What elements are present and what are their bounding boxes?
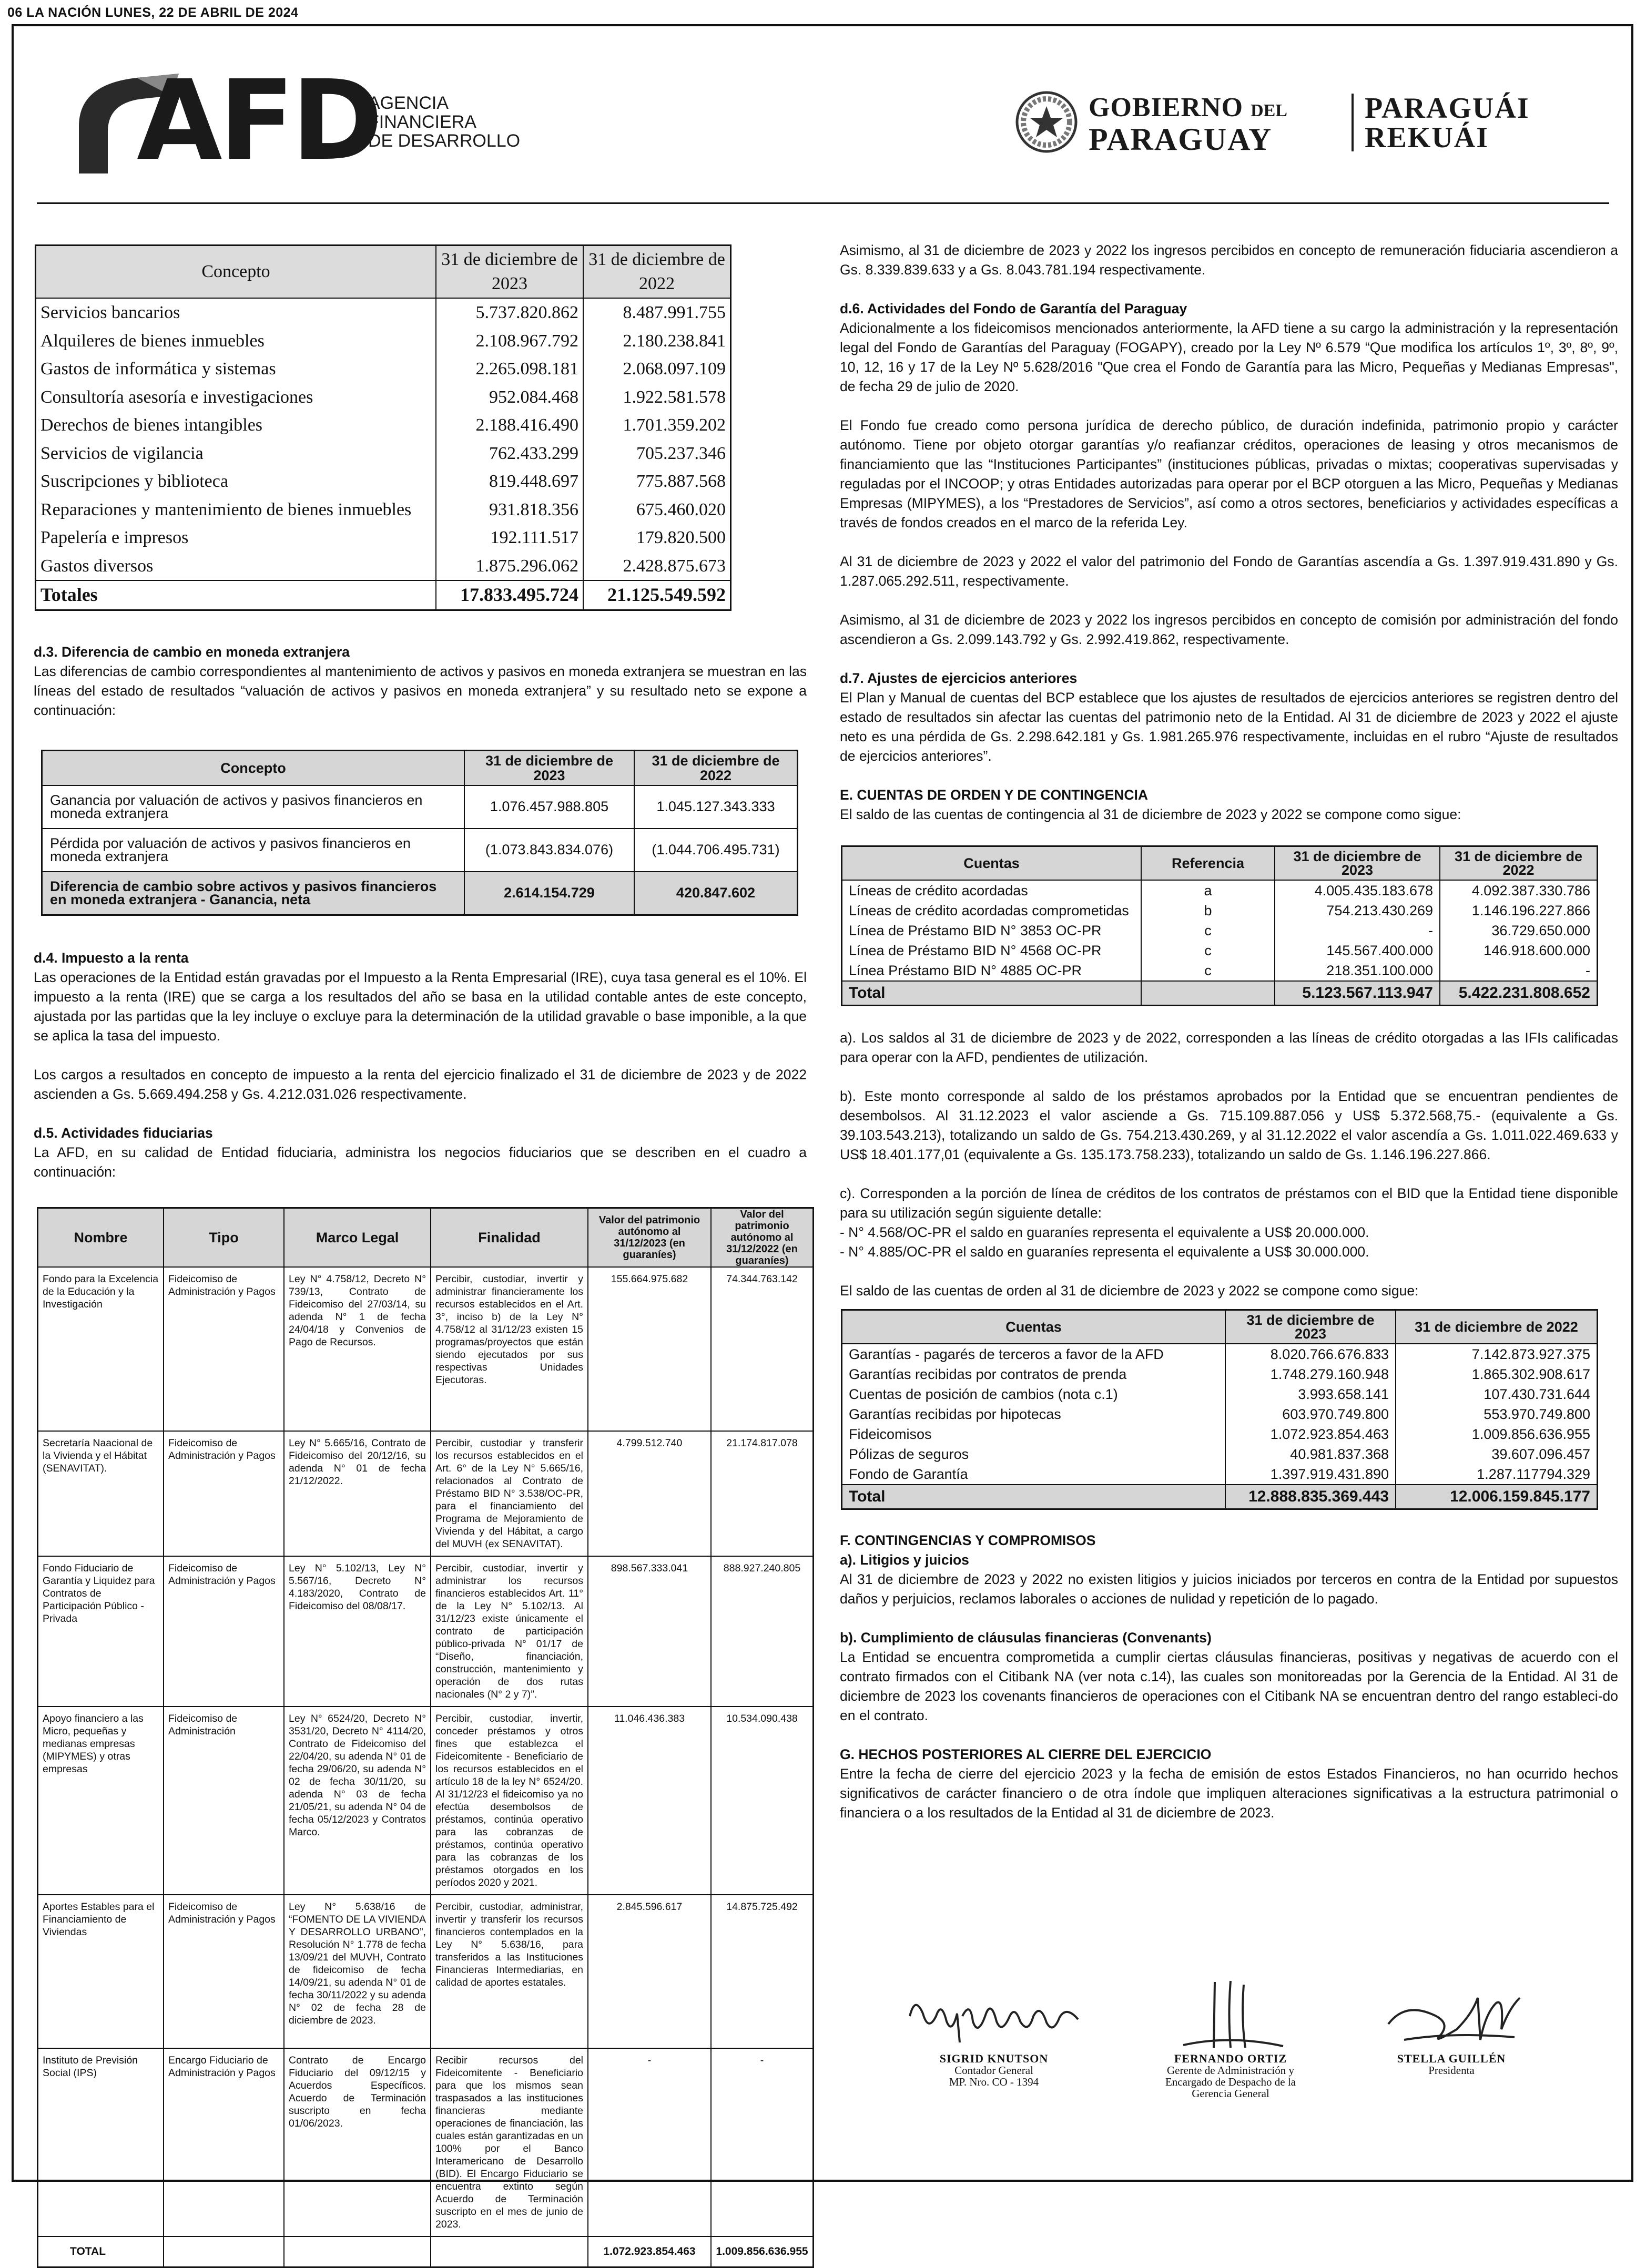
cell: 4.092.387.330.786 <box>1440 880 1598 901</box>
section-title: F. CONTINGENCIAS Y COMPROMISOS <box>840 1533 1096 1548</box>
paragraph: Entre la fecha de cierre del ejercicio 2023 y la fecha de emisión de estos Estados Financieros, no han ocurrido hechos significativos de carácter financiero o de otra índole que impliquen alteraciones significativas a la estructura patrimonial o financiera o a los resultados de la Entidad al 31 de diciembre de 2023. <box>840 1766 1618 1821</box>
cell <box>1141 981 1275 1006</box>
cell: Total <box>842 981 1142 1006</box>
cell: 39.607.096.457 <box>1396 1444 1598 1464</box>
cell: 1.146.196.227.866 <box>1440 901 1598 921</box>
cell: c <box>1141 941 1275 961</box>
cell: 74.344.763.142 <box>711 1267 814 1431</box>
signer-role: MP. Nro. CO - 1394 <box>949 2076 1039 2088</box>
cell: Derechos de bienes intangibles <box>36 411 436 440</box>
table-row <box>36 298 731 327</box>
diferencia-cambio-table <box>41 750 798 916</box>
cell: Pérdida por valuación de activos y pasivos financieros en moneda extranjera <box>42 829 465 872</box>
cell: 1.701.359.202 <box>583 411 731 440</box>
gastos-header-2022: 31 de diciembre de 2022 <box>583 246 731 299</box>
cell: 146.918.600.000 <box>1440 941 1598 961</box>
cell: 553.970.749.800 <box>1396 1404 1598 1424</box>
cell: 2.108.967.792 <box>436 327 583 355</box>
header-cell: Valor del patrimonio autónomo al 31/12/2022 (en guaraníes) <box>711 1208 814 1267</box>
section-title: d.3. Diferencia de cambio en moneda extranjera <box>34 643 350 660</box>
cell: 21.125.549.592 <box>583 580 731 610</box>
cell: 40.981.837.368 <box>1225 1444 1396 1464</box>
cell: Percibir, custodiar, invertir y administrar los recursos financieros establecidos Art. 11° de la Ley N° 5.102/13. Al 31/12/23 existe únicamente el contrato de participación público-privada N° 01/17 de “Diseño, financiación, construcción, mantenimiento y operación de dos rutas nacionales (N° 2 y 7)”. <box>431 1556 588 1707</box>
paragraph: La Entidad se encuentra comprometida a cumplir ciertas cláusulas financieras, positivas y negativas de acuerdo con el contrato firmados con el Citibank NA (ver nota c.14), las cuales son monitoreadas por la Gerencia de la Entidad. Al 31 de diciembre de 2023 los covenants financieros de operaciones con el Citibank NA se encuentran dentro del rango estableci-do en el contrato. <box>840 1649 1618 1723</box>
cell: 10.534.090.438 <box>711 1707 814 1895</box>
table-row <box>842 1444 1598 1464</box>
fideicomisos-table <box>37 1207 814 2268</box>
cell: 1.922.581.578 <box>583 383 731 412</box>
cell: 36.729.650.000 <box>1440 921 1598 941</box>
cell: 819.448.697 <box>436 467 583 496</box>
cell: 2.845.596.617 <box>588 1895 711 2048</box>
table-row <box>842 1344 1598 1364</box>
cell: - <box>1275 921 1440 941</box>
gobierno-word: GOBIERNO <box>1089 93 1244 122</box>
cell: Recibir recursos del Fideicomitente - Beneficiario para que los mismos sean traspasados a las instituciones financieras mediante operaciones de financiación, las cuales están garantizadas en un 100% por el Banco Interamericano de Desarrollo (BID). El Encargo Fiduciario se encuentra extinto según Acuerdo de Terminación suscripto en el mes de junio de 2023. <box>431 2048 588 2236</box>
header-cell: Concepto <box>42 750 465 785</box>
table-row <box>842 1424 1598 1444</box>
cell: 1.748.279.160.948 <box>1225 1364 1396 1384</box>
section-title: d.5. Actividades fiduciarias <box>34 1125 213 1141</box>
cell: 7.142.873.927.375 <box>1396 1344 1598 1364</box>
subsection-title: b). Cumplimiento de cláusulas financieras (Convenants) <box>840 1630 1212 1646</box>
paragraph: Los cargos a resultados en concepto de impuesto a la renta del ejercicio finalizado el 31 de diciembre de 2023 y de 2022 ascienden a Gs. 5.669.494.258 y Gs. 4.212.031.026 respectivamente. <box>34 1066 807 1102</box>
paragraph: - N° 4.568/OC-PR el saldo en guaraníes representa el equivalente a US$ 20.000.000. <box>840 1224 1369 1240</box>
table-total-row <box>42 872 798 915</box>
cell: Garantías - pagarés de terceros a favor de la AFD <box>842 1344 1226 1364</box>
table-row <box>42 785 798 829</box>
table-row <box>36 524 731 552</box>
header-cell: 31 de diciembre de 2022 <box>1440 846 1598 881</box>
cell: 8.020.766.676.833 <box>1225 1344 1396 1364</box>
cell: Ley N° 5.665/16, Contrato de Fideicomiso del 20/12/16, su adenda N° 01 de fecha 21/12/2022. <box>284 1431 431 1556</box>
afd-name-line1: AGENCIA <box>368 93 449 113</box>
cell: TOTAL <box>38 2236 164 2267</box>
table-row <box>36 383 731 412</box>
table-total-row <box>38 2236 814 2267</box>
handwritten-signature-icon <box>1152 1977 1309 2053</box>
section-title: d.4. Impuesto a la renta <box>34 949 189 966</box>
table-row <box>842 941 1598 961</box>
cell: Fondo para la Excelencia de la Educación y la Investigación <box>38 1267 164 1431</box>
cell: Contrato de Encargo Fiduciario del 09/12/15 y Acuerdos Específicos. Acuerdo de Terminación suscripto en fecha 01/06/2023. <box>284 2048 431 2236</box>
paragraph: Al 31 de diciembre de 2023 y 2022 el valor del patrimonio del Fondo de Garantías ascendía a Gs. 1.397.919.431.890 y Gs. 1.287.065.292.511, respectivamente. <box>840 554 1618 589</box>
newspaper-header: 06 LA NACIÓN LUNES, 22 DE ABRIL DE 2024 <box>7 5 299 20</box>
cell: 603.970.749.800 <box>1225 1404 1396 1424</box>
afd-name-line3: DE DESARROLLO <box>368 131 521 151</box>
table-total-row <box>36 580 731 610</box>
afd-name-line2: FINANCIERA <box>368 112 476 132</box>
cell: Gastos de informática y sistemas <box>36 355 436 383</box>
table-row <box>36 496 731 524</box>
cell <box>284 2236 431 2267</box>
cell: 4.005.435.183.678 <box>1275 880 1440 901</box>
paragraph: b). Este monto corresponde al saldo de los préstamos aprobados por la Entidad que se encuentran pendientes de desembolsos. Al 31.12.2023 el valor asciende a Gs. 715.109.887.056 y US$ 5.372.568,75.- (equivalente a Gs. 39.103.543.213), totalizando un saldo de Gs. 754.213.430.269, y al 31.12.2022 el valor ascendía a Gs. 1.011.022.469.633 y US$ 18.401.177,01 (equivalente a Gs. 135.173.758.233), totalizando un saldo de Gs. 1.146.196.227.866. <box>840 1088 1618 1162</box>
cell: 2.614.154.729 <box>464 872 634 915</box>
header-cell: 31 de diciembre de 2022 <box>1396 1310 1598 1344</box>
paragraph: Las diferencias de cambio correspondientes al mantenimiento de activos y pasivos en moneda extranjera se muestran en las líneas del estado de resultados “valuación de activos y pasivos en moneda extranjera” y su resultado neto se expone a continuación: <box>34 663 807 718</box>
cell: Percibir, custodiar, invertir y administrar financieramente los recursos establecidos en el Art. 3°, inciso b) de la Ley N° 4.758/12 al 31/12/23 existen 15 programas/proyectos que están siendo ejecutados por sus respectivas Unidades Ejecutoras. <box>431 1267 588 1431</box>
cell: Reparaciones y mantenimiento de bienes inmuebles <box>36 496 436 524</box>
paragraph: c). Corresponden a la porción de línea de créditos de los contratos de préstamos con el BID que la Entidad tiene disponible para su utilización según siguiente detalle: <box>840 1186 1618 1221</box>
afd-logo <box>58 56 521 185</box>
cell: 1.009.856.636.955 <box>1396 1424 1598 1444</box>
cell: 952.084.468 <box>436 383 583 412</box>
gobierno-logo <box>1015 89 1593 158</box>
cell: Fondo Fiduciario de Garantía y Liquidez para Contratos de Participación Público - Privada <box>38 1556 164 1707</box>
cell: - <box>711 2048 814 2236</box>
cell: 1.076.457.988.805 <box>464 785 634 829</box>
cell: 21.174.817.078 <box>711 1431 814 1556</box>
table-row <box>842 1404 1598 1424</box>
cell: 17.833.495.724 <box>436 580 583 610</box>
signature-block <box>894 1985 1094 2088</box>
header-rule <box>37 202 1609 204</box>
signer-name: STELLA GUILLÉN <box>1397 2052 1506 2065</box>
cell: 218.351.100.000 <box>1275 961 1440 981</box>
table-row <box>36 552 731 581</box>
cell: Garantías recibidas por contratos de prenda <box>842 1364 1226 1384</box>
cell: 107.430.731.644 <box>1396 1384 1598 1404</box>
table-row <box>36 355 731 383</box>
cell: Ley N° 5.638/16 de “FOMENTO DE LA VIVIENDA Y DESARROLLO URBANO”, Resolución N° 1.778 de fecha 13/09/21 del MUVH, Contrato de fideicomiso de fecha 14/09/21, su adenda N° 01 de fecha 30/11/2022 y su adenda N° 02 de fecha 28 de diciembre de 2023. <box>284 1895 431 2048</box>
cell: 898.567.333.041 <box>588 1556 711 1707</box>
cell: 675.460.020 <box>583 496 731 524</box>
section-title: G. HECHOS POSTERIORES AL CIERRE DEL EJERCICIO <box>840 1746 1212 1762</box>
cell: Fideicomiso de Administración y Pagos <box>164 1267 284 1431</box>
paragraph: El saldo de las cuentas de orden al 31 de diciembre de 2023 y 2022 se compone como sigue: <box>840 1283 1419 1299</box>
cell: Diferencia de cambio sobre activos y pasivos financieros en moneda extranjera - Ganancia, neta <box>42 872 465 915</box>
cell: 762.433.299 <box>436 440 583 468</box>
paragraph: a). Los saldos al 31 de diciembre de 2023 y de 2022, corresponden a las líneas de crédito otorgadas a las IFIs calificadas para operar con la AFD, pendientes de utilización. <box>840 1030 1618 1065</box>
gobierno-text <box>1089 93 1287 157</box>
signer-role: Gerencia General <box>1192 2087 1269 2100</box>
table-row <box>36 411 731 440</box>
header-cell: Finalidad <box>431 1208 588 1267</box>
paragraph: Las operaciones de la Entidad están gravadas por el Impuesto a la Renta Empresarial (IRE), cuya tasa general es el 10%. El impuesto a la renta (IRE) que se carga a los resultados del año se basa en la utilidad contable antes de este concepto, ajustada por las partidas que la ley incluye o excluye para la determinación de la utilidad gravable o base imponible, a la que se aplica la tasa del impuesto. <box>34 969 807 1044</box>
table-row <box>842 880 1598 901</box>
cell: Fideicomiso de Administración y Pagos <box>164 1556 284 1707</box>
cell: 705.237.346 <box>583 440 731 468</box>
cell: (1.073.843.834.076) <box>464 829 634 872</box>
cell: Fondo de Garantía <box>842 1464 1226 1485</box>
paragraph: La AFD, en su calidad de Entidad fiduciaria, administra los negocios fiduciarios que se describen en el cuadro a continuación: <box>34 1144 807 1180</box>
cell: Línea de Préstamo BID N° 4568 OC-PR <box>842 941 1142 961</box>
cell: 8.487.991.755 <box>583 298 731 327</box>
cell: Líneas de crédito acordadas <box>842 880 1142 901</box>
signer-name: SIGRID KNUTSON <box>939 2052 1049 2065</box>
cell: Totales <box>36 580 436 610</box>
section-title: d.6. Actividades del Fondo de Garantía del Paraguay <box>840 301 1187 316</box>
cell: 12.006.159.845.177 <box>1396 1485 1598 1509</box>
paragraph: Adicionalmente a los fideicomisos mencionados anteriormente, la AFD tiene a su cargo la administración y la representación legal del Fondo de Garantías del Paraguay (FOGAPY), creado por la Ley Nº 6.579 “Que modifica los artículos 1º, 3º, 8º, 9º, 10, 12, 16 y 17 de la Ley Nº 5.628/2016 "Que crea el Fondo de Garantía para las Micro, Pequeñas y Medianas Empresas", de fecha 29 de julio de 2020. <box>840 320 1618 394</box>
cell: Líneas de crédito acordadas comprometidas <box>842 901 1142 921</box>
del-word: DEL <box>1251 101 1287 120</box>
gastos-header-concepto: Concepto <box>36 246 436 299</box>
table-row <box>36 440 731 468</box>
header-cell: Marco Legal <box>284 1208 431 1267</box>
table-row <box>842 961 1598 981</box>
table-total-row <box>842 981 1598 1006</box>
table-row <box>38 1267 814 1431</box>
cell: 2.265.098.181 <box>436 355 583 383</box>
signer-name: FERNANDO ORTIZ <box>1174 2052 1287 2065</box>
paraguay-word: PARAGUAY <box>1089 122 1273 157</box>
table-row <box>38 2048 814 2236</box>
cell: 1.009.856.636.955 <box>711 2236 814 2267</box>
cell: Línea de Préstamo BID N° 3853 OC-PR <box>842 921 1142 941</box>
header-cell: Tipo <box>164 1208 284 1267</box>
cell: 11.046.436.383 <box>588 1707 711 1895</box>
table-row <box>36 327 731 355</box>
table-row <box>842 1464 1598 1485</box>
paragraph: Asimismo, al 31 de diciembre de 2023 y 2022 los ingresos percibidos en concepto de comisión por administración del fondo ascendieron a Gs. 2.099.143.792 y Gs. 2.992.419.862, respectivamente. <box>840 612 1618 647</box>
cell: Percibir, custodiar y transferir los recursos establecidos en el Art. 6° de la Ley N° 5.665/16, relacionados al Contrato de Préstamo BID N° 3.538/OC-PR, para el financiamiento del Programa de Mejoramiento de Vivienda y del Hábitat, a cargo del MUVH (ex SENAVITAT). <box>431 1431 588 1556</box>
paragraph: El saldo de las cuentas de contingencia al 31 de diciembre de 2023 y 2022 se compone como sigue: <box>840 806 1461 822</box>
cell <box>431 2236 588 2267</box>
afd-letters: AFD <box>137 56 380 185</box>
cell: 420.847.602 <box>634 872 798 915</box>
header-cell: 31 de diciembre de 2023 <box>1225 1310 1396 1344</box>
cell: Ganancia por valuación de activos y pasivos financieros en moneda extranjera <box>42 785 465 829</box>
cell: 775.887.568 <box>583 467 731 496</box>
cell: 1.875.296.062 <box>436 552 583 581</box>
cell <box>164 2236 284 2267</box>
signer-role: Gerente de Administración y <box>1166 2064 1294 2077</box>
cell: Ley N° 4.758/12, Decreto N° 739/13, Contrato de Fideicomiso del 27/03/14, su adenda N° 1 de fecha 24/04/18 y Convenios de Pago de Recursos. <box>284 1267 431 1431</box>
cell: b <box>1141 901 1275 921</box>
table-row <box>38 1895 814 2048</box>
cell: Apoyo financiero a las Micro, pequeñas y medianas empresas (MIPYMES) y otras empresas <box>38 1707 164 1895</box>
section-title: d.7. Ajustes de ejercicios anteriores <box>840 670 1078 686</box>
cell: Secretaría Naacional de la Vivienda y el Hábitat (SENAVITAT). <box>38 1431 164 1556</box>
cell: Suscripciones y biblioteca <box>36 467 436 496</box>
header-cell: 31 de diciembre de 2023 <box>464 750 634 785</box>
cell: 2.188.416.490 <box>436 411 583 440</box>
cell: 5.737.820.862 <box>436 298 583 327</box>
cell: Fideicomisos <box>842 1424 1226 1444</box>
cell: Cuentas de posición de cambios (nota c.1) <box>842 1384 1226 1404</box>
cell: (1.044.706.495.731) <box>634 829 798 872</box>
right-column <box>840 241 1618 1823</box>
subsection-title: a). Litigios y juicios <box>840 1552 969 1568</box>
table-row <box>842 921 1598 941</box>
paragraph: - N° 4.885/OC-PR el saldo en guaraníes representa el equivalente a US$ 30.000.000. <box>840 1244 1369 1260</box>
cell: c <box>1141 921 1275 941</box>
cell: 1.045.127.343.333 <box>634 785 798 829</box>
paraguai-word: PARAGUÁI <box>1365 92 1530 125</box>
cell: Percibir, custodiar, administrar, invertir y transferir los recursos financieros contemplados en la Ley N° 5.638/16, para transferidos a las Instituciones Financieras Intermediarias, en calidad de aportes estatales. <box>431 1895 588 2048</box>
cell: Consultoría asesoría e investigaciones <box>36 383 436 412</box>
paragraph: El Fondo fue creado como persona jurídica de derecho público, de duración indefinida, patrimonio propio y carácter autónomo. Tiene por objeto otorgar garantías y/o reafianzar créditos, operaciones de leasing y otros mecanismos de financiamiento que las “Instituciones Participantes” (instituciones públicas, privadas o mixtas; cooperativas supervisadas y reguladas por el INCOOP; y otras Entidades autorizadas para operar por el BCP otorguen a las Micro, Pequeñas y Medianas Empresas (MIPYMES), a los “Prestadores de Servicios”, así como a otros sectores, beneficiarios y actividades específicas a través de fondos creados en el marco de la referida Ley. <box>840 417 1618 530</box>
cell: 931.818.356 <box>436 496 583 524</box>
header-cell: Nombre <box>38 1208 164 1267</box>
header-cell: Referencia <box>1141 846 1275 881</box>
cell: Instituto de Previsión Social (IPS) <box>38 2048 164 2236</box>
cell: 4.799.512.740 <box>588 1431 711 1556</box>
signer-role: Presidenta <box>1428 2064 1475 2077</box>
cell: 5.422.231.808.652 <box>1440 981 1598 1006</box>
cell: 179.820.500 <box>583 524 731 552</box>
handwritten-signature-icon <box>899 1985 1089 2053</box>
cell: 1.072.923.854.463 <box>588 2236 711 2267</box>
signature-block <box>1367 1982 1536 2076</box>
cell: Servicios bancarios <box>36 298 436 327</box>
contingencia-table <box>841 845 1598 1006</box>
paraguai-rekuai <box>1365 94 1530 152</box>
table-row <box>38 1707 814 1895</box>
cell: 192.111.517 <box>436 524 583 552</box>
paragraph: Al 31 de diciembre de 2023 y 2022 no existen litigios y juicios iniciados por terceros en contra de la Entidad por supuestos daños y perjuicios, reclamos laborales o acciones de nulidad y repetición de lo pagado. <box>840 1571 1618 1607</box>
handwritten-signature-icon <box>1373 1982 1530 2053</box>
table-row <box>42 829 798 872</box>
cell: Garantías recibidas por hipotecas <box>842 1404 1226 1424</box>
table-total-row <box>842 1485 1598 1509</box>
table-row <box>38 1431 814 1556</box>
cell: 1.072.923.854.463 <box>1225 1424 1396 1444</box>
table-row <box>842 1364 1598 1384</box>
cell: 1.865.302.908.617 <box>1396 1364 1598 1384</box>
signature-block <box>1120 1977 1341 2099</box>
cell: Fideicomiso de Administración y Pagos <box>164 1431 284 1556</box>
cell: 155.664.975.682 <box>588 1267 711 1431</box>
cell: Percibir, custodiar, invertir, conceder préstamos y otros fines que establezca el Fideicomitente - Beneficiario de los recursos establecidos en el artículo 18 de la ley N° 6524/20. Al 31/12/23 el fideicomiso ya no efectúa desembolsos de préstamos, continúa operativo para las cobranzas de préstamos, continúa operativo para las cobranzas de los préstamos otorgados en los períodos 2020 y 2021. <box>431 1707 588 1895</box>
cell: Encargo Fiduciario de Administración y Pagos <box>164 2048 284 2236</box>
header-cell: Cuentas <box>842 1310 1226 1344</box>
gastos-header-2023: 31 de diciembre de 2023 <box>436 246 583 299</box>
cell: 754.213.430.269 <box>1275 901 1440 921</box>
signer-role: Encargado de Despacho de la <box>1165 2076 1296 2088</box>
rekuai-word: REKUÁI <box>1365 121 1489 154</box>
afd-name <box>368 94 520 150</box>
cell: Ley N° 6524/20, Decreto N° 3531/20, Decreto N° 4114/20, Contrato de Fideicomiso del 22/04/20, su adenda N° 01 de fecha 29/06/20, su adenda N° 02 de fecha 30/11/20, su adenda N° 03 de fecha 21/05/21, su adenda N° 04 de fecha 05/12/2023 y Contratos Marco. <box>284 1707 431 1895</box>
section-title: E. CUENTAS DE ORDEN Y DE CONTINGENCIA <box>840 787 1149 803</box>
cell: Aportes Estables para el Financiamiento de Viviendas <box>38 1895 164 2048</box>
cell: - <box>588 2048 711 2236</box>
header-cell: Cuentas <box>842 846 1142 881</box>
signer-role: Contador General <box>954 2064 1033 2077</box>
cuentas-orden-table <box>841 1309 1598 1510</box>
paragraph: Asimismo, al 31 de diciembre de 2023 y 2022 los ingresos percibidos en concepto de remuneración fiduciaria ascendieron a Gs. 8.339.839.633 y a Gs. 8.043.781.194 respectivamente. <box>840 242 1618 278</box>
cell: Papelería e impresos <box>36 524 436 552</box>
cell: c <box>1141 961 1275 981</box>
cell: 12.888.835.369.443 <box>1225 1485 1396 1509</box>
cell: Servicios de vigilancia <box>36 440 436 468</box>
header-cell: 31 de diciembre de 2023 <box>1275 846 1440 881</box>
paragraph: El Plan y Manual de cuentas del BCP establece que los ajustes de resultados de ejercicios anteriores se registren dentro del estado de resultados sin afectar las cuentas del patrimonio neto de la Entidad. Al 31 de diciembre de 2023 y 2022 el ajuste neto es una pérdida de Gs. 2.298.642.181 y Gs. 1.981.265.976 respectivamente, incluidas en el rubro “Ajuste de resultados de ejercicios anteriores”. <box>840 690 1618 764</box>
cell: 3.993.658.141 <box>1225 1384 1396 1404</box>
table-row <box>36 467 731 496</box>
cell: 2.428.875.673 <box>583 552 731 581</box>
cell: Alquileres de bienes inmuebles <box>36 327 436 355</box>
cell: 2.180.238.841 <box>583 327 731 355</box>
cell: Gastos diversos <box>36 552 436 581</box>
cell: Línea Préstamo BID N° 4885 OC-PR <box>842 961 1142 981</box>
table-row <box>38 1556 814 1707</box>
cell: a <box>1141 880 1275 901</box>
table-row <box>842 901 1598 921</box>
header-cell: Valor del patrimonio autónomo al 31/12/2023 (en guaraníes) <box>588 1208 711 1267</box>
cell: 888.927.240.805 <box>711 1556 814 1707</box>
left-column <box>34 244 807 2268</box>
gastos-table <box>35 244 731 611</box>
cell: 5.123.567.113.947 <box>1275 981 1440 1006</box>
cell: 2.068.097.109 <box>583 355 731 383</box>
cell: Pólizas de seguros <box>842 1444 1226 1464</box>
cell: 145.567.400.000 <box>1275 941 1440 961</box>
header-cell: 31 de diciembre de 2022 <box>634 750 798 785</box>
cell: 1.397.919.431.890 <box>1225 1464 1396 1485</box>
cell: Fideicomiso de Administración <box>164 1707 284 1895</box>
star-seal-icon <box>1015 90 1078 154</box>
table-row <box>842 1384 1598 1404</box>
cell: 1.287.117794.329 <box>1396 1464 1598 1485</box>
logo-divider <box>1352 94 1354 151</box>
cell: Ley N° 5.102/13, Ley N° 5.567/16, Decreto N° 4.183/2020, Contrato de Fideicomiso del 08/08/17. <box>284 1556 431 1707</box>
cell: Fideicomiso de Administración y Pagos <box>164 1895 284 2048</box>
cell: Total <box>842 1485 1226 1509</box>
cell: - <box>1440 961 1598 981</box>
cell: 14.875.725.492 <box>711 1895 814 2048</box>
